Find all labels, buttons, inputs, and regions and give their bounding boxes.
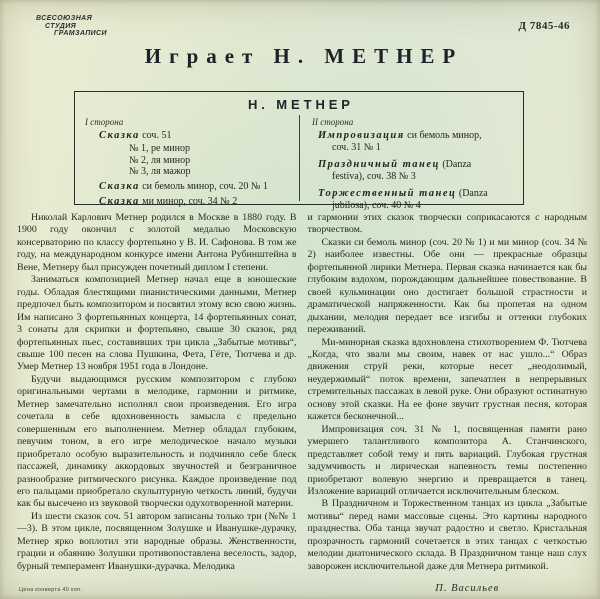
- program-box: [74, 91, 524, 211]
- liner-notes-left-column: [17, 212, 297, 585]
- track-detail-continued: jubilosa), соч. 40 № 4: [332, 199, 421, 211]
- publisher-line-1: ВСЕСОЮЗНАЯ: [36, 15, 93, 22]
- track-title: Сказка: [99, 130, 140, 141]
- publisher-logo: [36, 15, 107, 38]
- track-detail-continued: festiva), соч. 38 № 3: [332, 170, 416, 182]
- track-sublines: [129, 143, 291, 178]
- track-item: [99, 196, 291, 208]
- paragraph: Ми-минорная сказка вдохновлена стихотворением Ф. Тютчева „Когда, что звали мы своим, навек от нас ушло...“ Образ движения струй реки, которые несет „неодолимый, неудержимый“ поток времени, запечатлен в непрерывных стремительных пассажах в левой руке. Они образуют остинатную основу этой сказки. На ее фоне звучит грустная песня, которая кажется бесконечной...: [307, 336, 587, 423]
- side-1-label: I сторона: [85, 117, 124, 127]
- track-detail: ми минор, соч. 34 № 2: [142, 195, 238, 207]
- track-item: [318, 159, 515, 182]
- track-title: Праздничный танец: [318, 159, 440, 170]
- side-2-label: II сторона: [312, 117, 354, 127]
- paragraph: Будучи выдающимся русским композитором с глубоко оригинальными чертами в мелодике, гармонии и ритмике, Метнер замечательно исполнял свои произведения. Его игра сочетала в себе вдохновенность замысла с предельно совершенным его выполнением. Метнер обладал глубоким, певучим тоном, в его игре мелодическое начало музыки приобретало особую выразительность и подчиняло себе блеск пассажей, динамику аккордовых звучностей и безграничное разнообразие ритмического рисунка. Каждое произведение под его пальцами приобретало скульптурную четкость линий, будучи как бы высечено из звуковой творчески одухотворенной материи.: [17, 373, 297, 510]
- paragraph: Из шести сказок соч. 51 автором записаны только три (№№ 1—3). В этом цикле, посвященном Золушке и Иванушке-дурачку, Метнер ярко воплотил эти народные образы. Женственности, грации и обаянию Золушки противопоставлена веселость, задор, бурный темперамент Иванушки-дурачка. Мелодика: [17, 510, 297, 572]
- composer-name: Н. МЕТНЕР: [248, 97, 354, 112]
- program-columns: [75, 115, 523, 211]
- author-signature: П. Васильев: [435, 583, 500, 595]
- track-detail: соч. 51: [142, 130, 172, 141]
- track-item: [99, 181, 291, 193]
- paragraph: Заниматься композицией Метнер начал еще в юношеские годы. Обладая блестящими пианистическими данными, Метнер предпочел быть композитором и посвятил этому всю свою жизнь. Им написано 3 фортепьянных концерта, 14 фортепьянных сонат, 3 сонаты для скрипки и фортепьяно, свыше 30 сказок, ряд фортепьянных пьес, составивших три цикла „Забытые мотивы“, свыше 100 песен на слова Пушкина, Фета, Гёте, Тютчева и др. Умер Метнер 13 ноября 1951 года в Лондоне.: [17, 274, 297, 373]
- track-subline: № 2, ля минор: [129, 154, 191, 166]
- price-note: Цена конверта 40 коп.: [19, 587, 83, 593]
- paragraph: Сказки си бемоль минор (соч. 20 № 1) и ми минор (соч. 34 № 2) наиболее известны. Обе они — прекрасные образцы фортепьянной лирики Метнера. Первая сказка начинается как бы глубоким вздохом, порождающим дальнейшее повествование. В своей кульминации оно достигает большой страстности и драматической напряженности. Как бы пропетая на одном дыхании, мелодия передает все изгибы и оттенки глубоких переживаний.: [307, 236, 587, 336]
- track-detail: (Danza: [442, 159, 472, 170]
- track-item: [318, 130, 515, 153]
- publisher-line-2: СТУДИЯ: [45, 22, 77, 30]
- track-title: Торжественный танец: [318, 188, 457, 199]
- track-subline: № 3, ля мажор: [129, 166, 191, 177]
- track-detail: си бемоль минор, соч. 20 № 1: [142, 180, 268, 192]
- liner-notes-right-column: [307, 212, 588, 595]
- track-title: Импровизация: [318, 130, 405, 141]
- track-subline: № 1, ре минор: [129, 143, 191, 154]
- track-detail: (Danza: [458, 188, 488, 199]
- publisher-line-3: ГРАМЗАПИСИ: [54, 30, 107, 37]
- catalog-number: Д 7845-46: [518, 20, 570, 32]
- track-detail: си бемоль минор,: [407, 130, 482, 141]
- paragraph: Николай Карлович Метнер родился в Москве в 1880 году. В 1900 году окончил с золотой медалью Московскую консерваторию по классу фортепьяно у В. И. Сафонова. В том же году, на международном конкурсе имени Антона Рубинштейна в Вене, Метнеру был присужден почетный диплом I степени.: [17, 212, 297, 273]
- side-1-column: [75, 115, 299, 207]
- track-title: Сказка: [99, 195, 140, 207]
- track-item: [318, 188, 515, 211]
- paragraph: и гармонии этих сказок творчески соприкасаются с народным творчеством.: [307, 212, 587, 236]
- paragraph: В Праздничном и Торжественном танцах из цикла „Забытые мотивы“ перед нами массовые сцены. Это картины народного празднества. Оба танца звучат радостно и светло. Кристальная прозрачность гармоний сочетается в этих танцах с четкостью мелодии диатонического склада. В Праздничном танце наш слух заворожен исключительной даже для Метнера ритмикой.: [307, 498, 587, 572]
- track-detail-continued: соч. 31 № 1: [332, 141, 381, 153]
- side-2-column: [299, 115, 523, 211]
- album-title: Играет Н. МЕТНЕР: [144, 44, 464, 68]
- paragraph: Импровизация соч. 31 № 1, посвященная памяти рано умершего талантливого композитора А. Станчинского, представляет собой тему и пять вариаций. Глубокая грустная задумчивость и лирическая напевность темы постепенно приобретают волевую энергию и превращается в танец. Изложение вариаций отличается исключительным блеском.: [307, 423, 587, 497]
- track-item: [99, 130, 291, 178]
- track-title: Сказка: [99, 180, 140, 192]
